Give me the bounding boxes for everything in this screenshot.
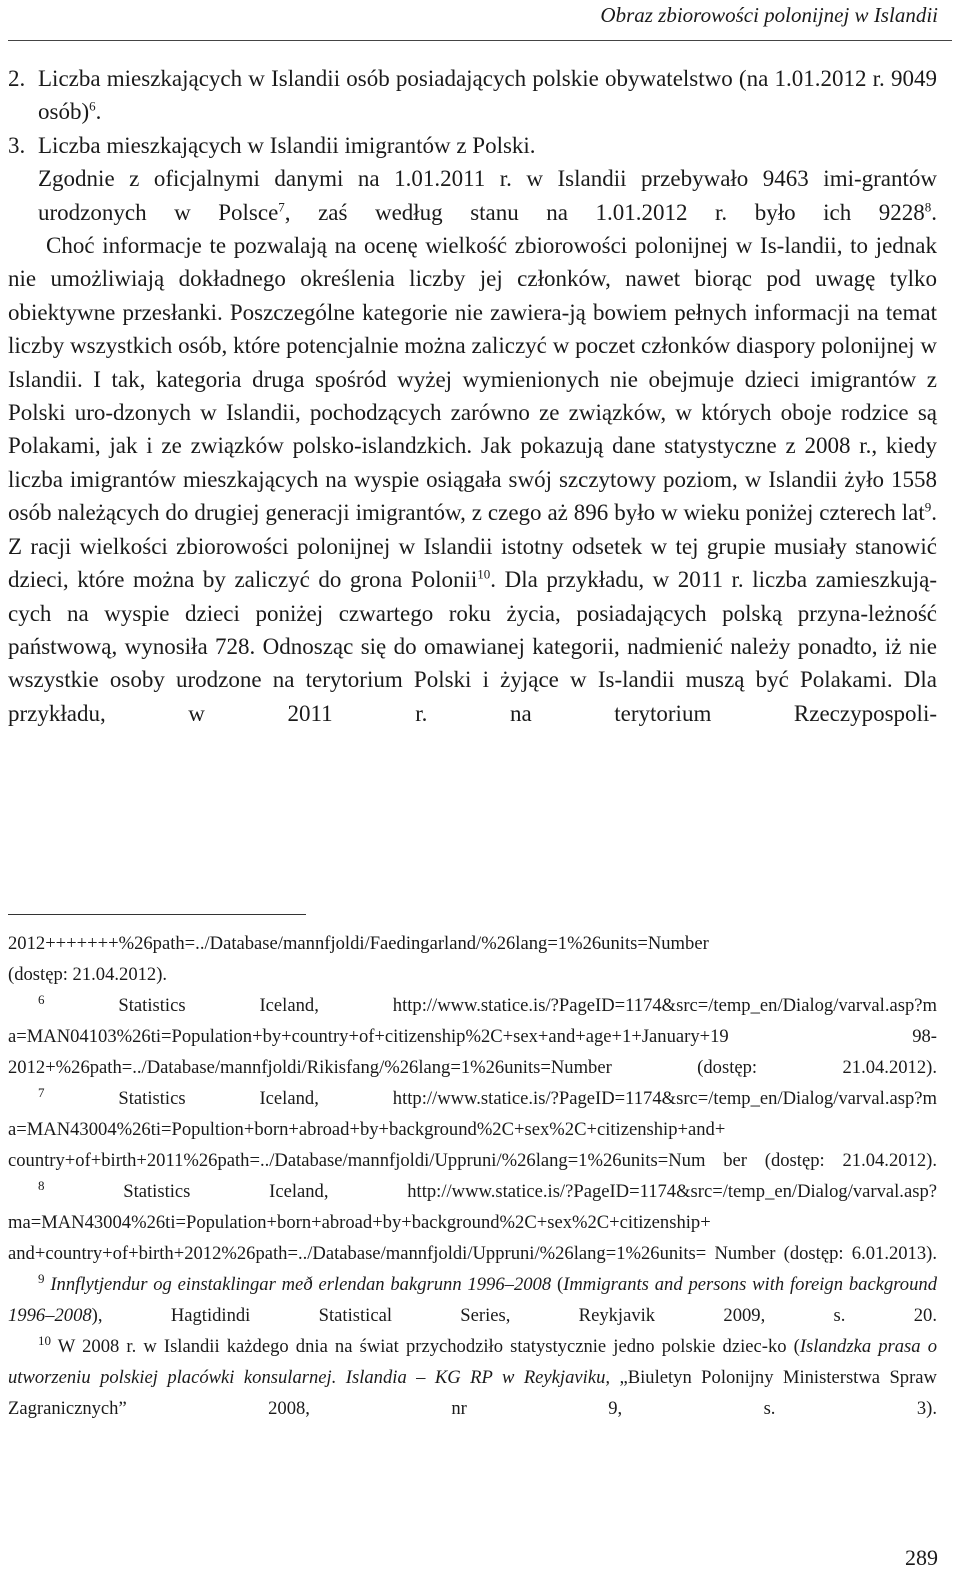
list-item xyxy=(8,62,937,129)
paragraph-text: . Dla przykładu, w 2011 r. liczba zamieszkują-cych na wyspie dzieci poniżej czwartego roku życia, posiadających polską przyna-leżność państwową, wynosiła 728. Odnosząc się do omawianej kategorii, nadmienić należy ponadto, iż nie wszystkie osoby urodzone na terytorium Polski i żyjące w Is-landii muszą być Polakami. Dla przykładu, w 2011 r. na terytorium Rzeczypospoli- xyxy=(8,567,937,726)
footnote-rule xyxy=(8,914,306,915)
list-item xyxy=(8,129,937,162)
footnote-text: ), Hagtidindi Statistical Series, Reykjavik 2009, s. 20. xyxy=(91,1305,937,1326)
footnote-title: Immigrants and persons with foreign background 1996–2008 xyxy=(8,1274,937,1326)
footnote-title: Innflytjendur og einstaklingar með erlendan bakgrunn 1996–2008 xyxy=(50,1274,552,1295)
paragraph-text: Choć informacje te pozwalają na ocenę wielkość zbiorowości polonijnej w Is-landii, to jednak nie umożliwiają dokładnego określenia liczby jej członków, nawet biorąc pod uwagę tylko obiektywne przesłanki. Poszczególne kategorie nie zawiera-ją bowiem pełnych informacji na temat liczby wszystkich osób, które potencjalnie można zaliczyć w poczet członków diaspory polonijnej w Islandii. I tak, kategoria druga spośród wyżej wymienionych nie obejmuje dzieci imigrantów z Polski uro-dzonych w Islandii, pochodzących zarówno ze związków, w których oboje rodzice są Polakami, jak i ze związków polsko-islandzkich. Jak pokazują dane statystyczne z 2008 r., kiedy liczba imigrantów mieszkających na wyspie osiągała swój szczytowy poziom, w Islandii żyło 1558 osób należących do drugiej generacji imigrantów, z czego aż 896 było w wieku poniżej czterech lat xyxy=(8,233,937,526)
footnote-text: Statistics Iceland, http://www.statice.is/?PageID=1174&src=/temp_en/Dialog/varval.asp?m a=MAN04103%26ti=Population+by+country+of+citizenship%2C+sex+and+age+1+January+19 98-2012+%26path=../Database/mannfjoldi/Rikisfang/%26lang=1%26units=Number (dostęp: 21.04.2012). xyxy=(8,995,937,1078)
footnote-text: Statistics Iceland, http://www.statice.is/?PageID=1174&src=/temp_en/Dialog/varval.asp? ma=MAN43004%26ti=Population+born+abroad+by+background%2C+sex%2C+citizenship+ and+country+of+birth+2012%26path=../Database/mannfjoldi/Uppruni/%26lang=1%26units= Number (dostęp: 6.01.2013). xyxy=(8,1181,937,1264)
list-item-text: . xyxy=(95,99,102,125)
footnote-title: Islandzka prasa o utworzeniu polskiej placówki konsularnej. Islandia – KG RP w Reykjaviku, xyxy=(8,1336,937,1388)
main-text xyxy=(8,62,937,730)
list-item-continuation xyxy=(8,162,937,229)
page-number: 289 xyxy=(905,1545,938,1570)
footnote-ref: 10 xyxy=(477,566,491,582)
running-header: Obraz zbiorowości polonijnej w Islandii xyxy=(600,3,938,27)
footnote-ref: 9 xyxy=(924,499,932,515)
body-paragraph xyxy=(8,229,937,730)
footnote-6 xyxy=(8,990,937,1083)
header-rule xyxy=(8,40,952,41)
list-item-text: Zgodnie z oficjalnymi danymi na 1.01.2011 r. w Islandii przebywało 9463 imi-grantów urodzonych w Polsce xyxy=(38,166,937,225)
footnote-9 xyxy=(8,1269,937,1331)
list-item-text: , zaś według stanu na 1.01.2012 r. było ich 9228 xyxy=(284,199,925,225)
footnotes xyxy=(8,928,937,1424)
footnote-number: 8 xyxy=(38,1177,45,1193)
footnote-number: 9 xyxy=(38,1270,45,1286)
footnote-number: 6 xyxy=(38,991,45,1007)
footnote-ref: 7 xyxy=(278,198,285,214)
footnote-text: ( xyxy=(551,1274,564,1295)
list-item-text: . xyxy=(931,199,937,225)
footnote-text: „Biuletyn Polonijny Ministerstwa Spraw Zagranicznych” 2008, nr 9, s. 3). xyxy=(8,1367,937,1419)
list-item-number: 3. xyxy=(8,132,26,158)
footnote-continuation: 2012+++++++%26path=../Database/mannfjoldi/Faedingarland/%26lang=1%26units=Number xyxy=(8,933,709,954)
footnote-8 xyxy=(8,1176,937,1269)
footnote-ref: 6 xyxy=(89,98,96,114)
footnote-10 xyxy=(8,1331,937,1424)
footnote-text: W 2008 r. w Islandii każdego dnia na świat przychodziło statystycznie jedno polskie dziec-ko ( xyxy=(57,1336,800,1357)
footnote-text: Statistics Iceland, http://www.statice.is/?PageID=1174&src=/temp_en/Dialog/varval.asp?m a=MAN43004%26ti=Popultion+born+abroad+by+background%2C+sex%2C+citizenship+and+ country+of+birth+2011%26path=../Database/mannfjoldi/Uppruni/%26lang=1%26units=Num ber (dostęp: 21.04.2012). xyxy=(8,1088,937,1171)
footnote-number: 10 xyxy=(38,1332,51,1348)
footnote-ref: 8 xyxy=(924,198,932,214)
list-item-text: Liczba mieszkających w Islandii imigrantów z Polski. xyxy=(38,132,536,158)
paragraph-text: . Z racji wielkości zbiorowości polonijnej w Islandii istotny odsetek w tej grupie musiały stanowić dzieci, które można by zaliczyć do grona Polonii xyxy=(8,500,937,593)
list-item-number: 2. xyxy=(8,66,26,91)
footnote-continuation: (dostęp: 21.04.2012). xyxy=(8,964,168,985)
footnote-7 xyxy=(8,1083,937,1176)
footnote-number: 7 xyxy=(38,1084,45,1100)
list-item-text: Liczba mieszkających w Islandii osób posiadających polskie obywatelstwo (na 1.01.2012 r. 9049 osób) xyxy=(38,66,937,125)
